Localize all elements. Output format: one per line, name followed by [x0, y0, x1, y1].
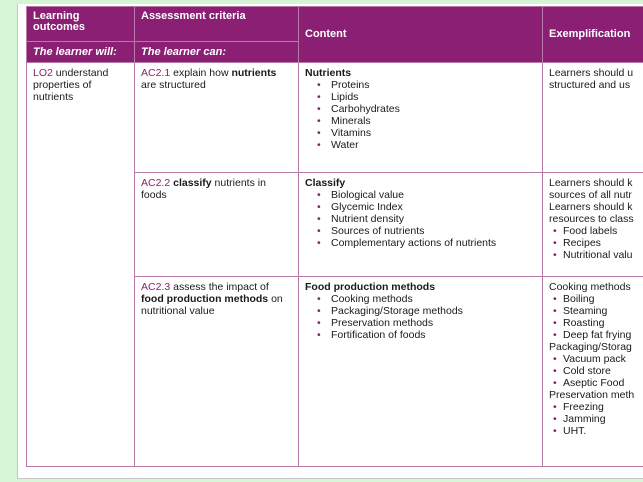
subheader-learner-can: The learner can: [135, 42, 299, 63]
exemp-line: structured and us [549, 79, 631, 91]
ac-keyword: food production methods [141, 293, 269, 305]
list-item: • Deep fat frying [553, 329, 643, 341]
table-row [27, 63, 643, 173]
header-row [27, 7, 643, 42]
list-item: • Steaming [553, 305, 643, 317]
exemp-line: Learners should k [549, 177, 633, 189]
list-item: • Aseptic Food [553, 377, 643, 389]
ac-keyword: nutrients [231, 67, 277, 79]
list-item: • Preservation methods [317, 317, 536, 329]
list-item: • Fortification of foods [317, 329, 536, 341]
list-item: • Cold store [553, 365, 643, 377]
ac-keyword: classify [173, 177, 212, 189]
header-assessment-criteria: Assessment criteria [135, 7, 299, 42]
exemp-line: resources to class [549, 213, 634, 225]
list-item: • Boiling [553, 293, 643, 305]
header-learning-outcomes: Learning outcomes [27, 7, 135, 42]
ac-text: assess the impact of [170, 281, 269, 293]
exemp-group-label: Preservation meth [549, 389, 635, 401]
list-item: • Lipids [317, 91, 536, 103]
list-item: • Proteins [317, 79, 536, 91]
ac-code: AC2.2 [141, 177, 171, 189]
list-item: • Vacuum pack [553, 353, 643, 365]
ac-text: nutrients in foods [141, 177, 266, 201]
content-cell [299, 63, 543, 173]
list-item: • Jamming [553, 413, 643, 425]
content-title: Classify [305, 177, 346, 189]
list-item: • Roasting [553, 317, 643, 329]
content-cell [299, 277, 543, 467]
list-item: • Nutritional valu [553, 249, 643, 261]
ac-text: on nutritional value [141, 293, 283, 317]
exemplification-cell [543, 63, 643, 173]
subheader-learner-will: The learner will: [27, 42, 135, 63]
ac-code: AC2.1 [141, 67, 171, 79]
list-item: • Water [317, 139, 536, 151]
content-title: Food production methods [305, 281, 436, 293]
list-item: • Sources of nutrients [317, 225, 536, 237]
lo-text: understand properties of nutrients [33, 67, 109, 103]
learning-outcome-cell [27, 63, 135, 467]
exemp-group-label: Cooking methods [549, 281, 631, 293]
document-page [17, 4, 643, 479]
lo-code: LO2 [33, 67, 53, 79]
exemp-line: Learners should u [549, 67, 634, 79]
ac-code: AC2.3 [141, 281, 171, 293]
content-title: Nutrients [305, 67, 352, 79]
assessment-criteria-cell [135, 173, 299, 277]
list-item: • Vitamins [317, 127, 536, 139]
list-item: • UHT. [553, 425, 643, 437]
assessment-criteria-cell [135, 277, 299, 467]
list-item: • Food labels [553, 225, 643, 237]
list-item: • Packaging/Storage methods [317, 305, 536, 317]
list-item: • Freezing [553, 401, 643, 413]
list-item: • Cooking methods [317, 293, 536, 305]
list-item: • Glycemic Index [317, 201, 536, 213]
exemp-group-label: Packaging/Storag [549, 341, 632, 353]
header-exemplification: Exemplification [543, 7, 643, 63]
header-content: Content [299, 7, 543, 63]
exemplification-cell [543, 173, 643, 277]
assessment-criteria-cell [135, 63, 299, 173]
ac-text: explain how [170, 67, 232, 79]
list-item: • Recipes [553, 237, 643, 249]
list-item: • Complementary actions of nutrients [317, 237, 536, 249]
content-cell [299, 173, 543, 277]
exemp-line: Learners should k [549, 201, 633, 213]
list-item: • Nutrient density [317, 213, 536, 225]
list-item: • Carbohydrates [317, 103, 536, 115]
list-item: • Minerals [317, 115, 536, 127]
ac-text: are structured [141, 79, 206, 91]
exemp-line: sources of all nutr [549, 189, 632, 201]
specification-table [26, 6, 643, 467]
exemplification-cell [543, 277, 643, 467]
list-item: • Biological value [317, 189, 536, 201]
